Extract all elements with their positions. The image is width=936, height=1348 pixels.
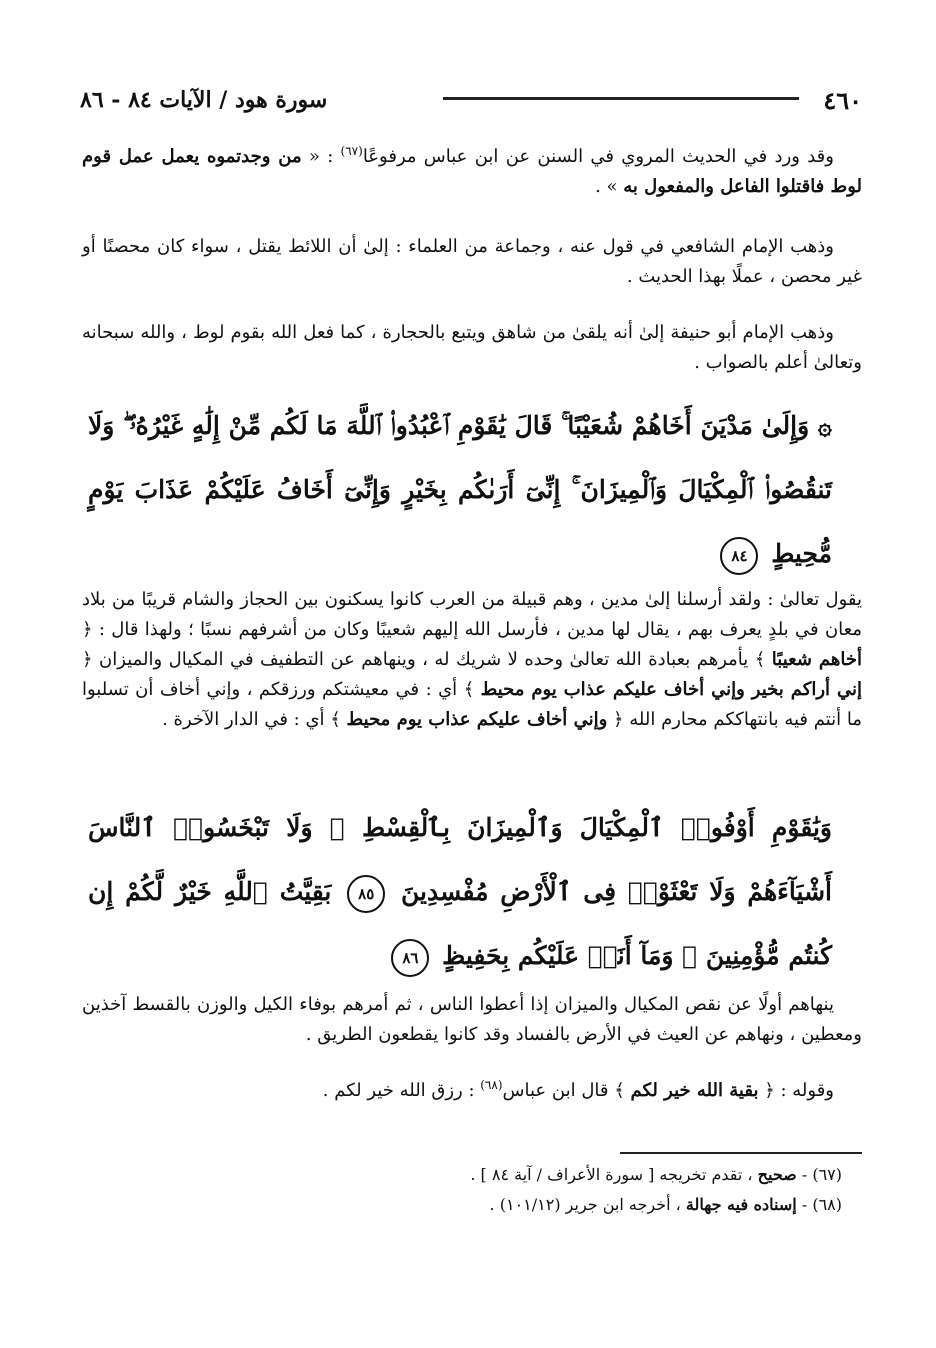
hizb-star-icon: ۞ <box>817 411 832 440</box>
paragraph-abu-hanifa: وذهب الإمام أبو حنيفة إلىٰ أنه يلقىٰ من شاهق ويتبع بالحجارة ، كما فعل الله بقوم لوط ، والله سبحانه وتعالىٰ أعلم بالصواب . <box>82 322 862 373</box>
footnote-ref-67: (٦٧) <box>340 144 363 158</box>
ayah-number-84: ٨٤ <box>720 537 758 575</box>
footnote-67: (٦٧) - صحيح ، تقدم تخريجه [ سورة الأعراف / آية ٨٤ ] . <box>470 1165 842 1184</box>
ayah-number-85: ٨٥ <box>347 875 385 913</box>
footnote-ref-68: (٦٨) <box>480 1078 503 1092</box>
ayah-number-86: ٨٦ <box>391 939 429 977</box>
header-rule <box>443 97 799 100</box>
paragraph-tafsir-84: يقول تعالىٰ : ولقد أرسلنا إلىٰ مدين ، وهم قبيلة من العرب كانوا يسكنون بين الحجاز والشام قريبًا من بلاد معان في بلدٍ يعرف بهم ، يقال لها مدين ، فأرسل الله إليهم شعيبًا وكان من أشرفهم نسبًا ؛ ولهذا قال : ﴿ أخاهم شعيبًا ﴾ يأمرهم بعبادة الله تعالىٰ وحده لا شريك له ، وينهاهم عن التطفيف في المكيال والميزان ﴿ إني أراكم بخير وإني أخاف عليكم عذاب يوم محيط ﴾ أي : في معيشتكم ورزقكم ، وإني أخاف أن تسلبوا ما أنتم فيه بانتهاككم محارم الله ﴿ وإني أخاف عليكم عذاب يوم محيط ﴾ أي : في الدار الآخرة . <box>82 589 862 730</box>
paragraph-shafii: وذهب الإمام الشافعي في قول عنه ، وجماعة من العلماء : إلىٰ أن اللائط يقتل ، سواء كان محصنًا أو غير محصن ، عملًا بهذا الحديث . <box>82 236 862 287</box>
hadith-text: من وجدتموه يعمل عمل قوم لوط فاقتلوا الفاعل والمفعول به <box>82 146 862 197</box>
paragraph-tafsir-86: وقوله : ﴿ بقية الله خير لكم ﴾ قال ابن عباس$^{(٦٨)}$ : رزق الله خير لكم . <box>322 1078 834 1101</box>
running-title: سورة هود / الآيات ٨٤ - ٨٦ <box>80 87 328 113</box>
quran-verse-84: ۞ وَإِلَىٰ مَدْيَنَ أَخَاهُمْ شُعَيْبًا ۚ قَالَ يَٰقَوْمِ ٱعْبُدُوا۟ ٱللَّهَ مَا لَكُم مِّنْ إِلَٰهٍ غَيْرُهُۥ ۖ وَلَا تَنقُصُوا۟ ٱلْمِكْيَالَ وَٱلْمِيزَانَ ۚ إِنِّىٓ أَرَىٰكُم بِخَيْرٍ وَإِنِّىٓ أَخَافُ عَلَيْكُمْ عَذَابَ يَوْمٍ مُّحِيطٍ ٨٤ <box>88 394 832 586</box>
footnote-separator <box>620 1152 862 1154</box>
footnote-68: (٦٨) - إسناده فيه جهالة ، أخرجه ابن جرير (١٠١/١٢) . <box>489 1195 842 1214</box>
running-header <box>80 80 862 120</box>
quran-verses-85-86: وَيَٰقَوْمِ أَوْفُوا۟ ٱلْمِكْيَالَ وَٱلْمِيزَانَ بِٱلْقِسْطِ ۖ وَلَا تَبْخَسُوا۟ ٱلنَّاسَ أَشْيَآءَهُمْ وَلَا تَعْثَوْا۟ فِى ٱلْأَرْضِ مُفْسِدِينَ ٨٥ بَقِيَّتُ ٱللَّهِ خَيْرٌ لَّكُمْ إِن كُنتُم مُّؤْمِنِينَ ۚ وَمَآ أَنَا۠ عَلَيْكُم بِحَفِيظٍ ٨٦ <box>88 796 832 988</box>
paragraph-tafsir-85: ينهاهم أولًا عن نقص المكيال والميزان إذا أعطوا الناس ، ثم أمرهم بوفاء الكيل والوزن بالقسط آخذين ومعطين ، ونهاهم عن العيث في الأرض بالفساد وقد كانوا يقطعون الطريق . <box>82 994 862 1045</box>
paragraph-hadith: وقد ورد في الحديث المروي في السنن عن ابن عباس مرفوعًا$^{(٦٧)}$ : « من وجدتموه يعمل عمل قوم لوط فاقتلوا الفاعل والمفعول به » . <box>82 144 862 197</box>
page-number: ٤٦٠ <box>823 85 862 115</box>
footnotes <box>82 1160 842 1220</box>
